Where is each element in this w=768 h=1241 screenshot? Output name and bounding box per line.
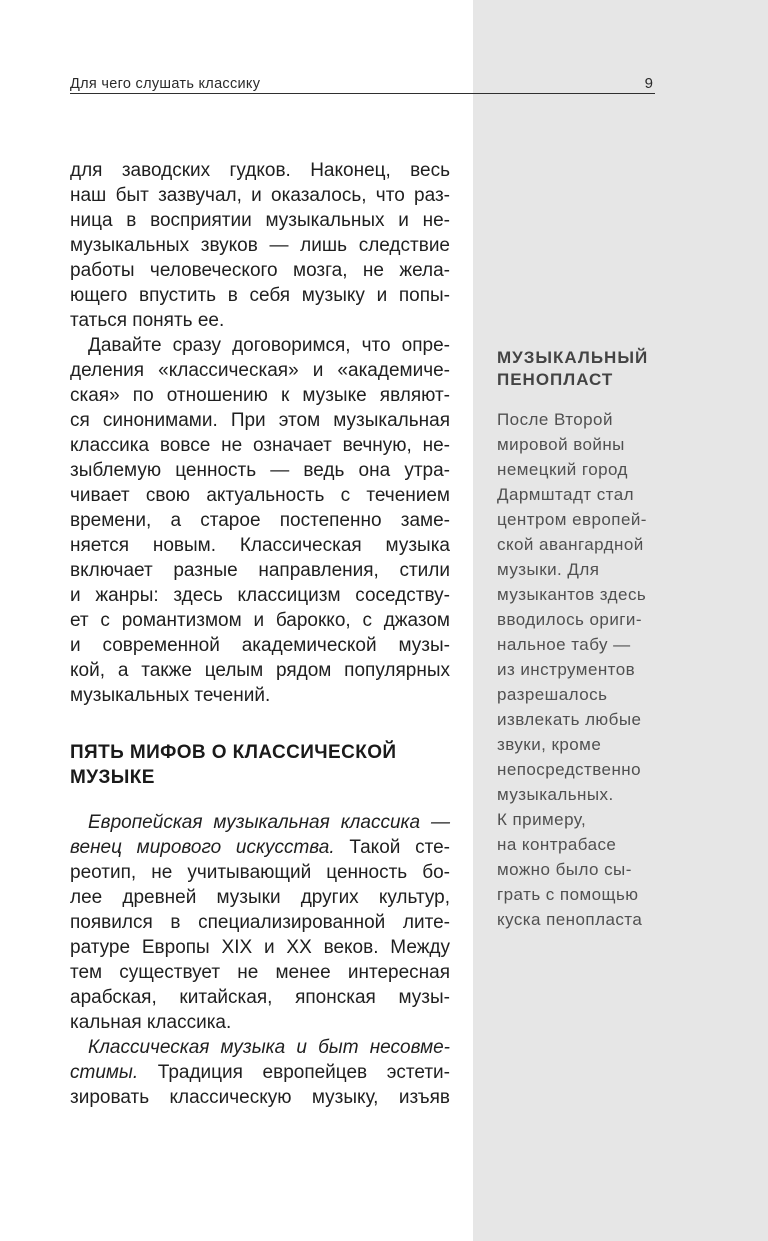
body-line: наш быт зазвучал, и оказалось, что раз- <box>70 185 450 206</box>
sidebar-line: куска пенопласта <box>497 910 643 929</box>
sidebar-line: центром европей- <box>497 510 647 529</box>
body-line: зировать классическую музыку, изъяв <box>70 1087 450 1108</box>
running-title: Для чего слушать классику <box>70 76 261 92</box>
body-line <box>70 1060 450 1085</box>
body-line: для заводских гудков. Наконец, весь <box>70 160 450 181</box>
body-line: включает разные направления, стили <box>70 560 450 581</box>
sidebar-line: Дармштадт стал <box>497 485 634 504</box>
sidebar-line: музыкантов здесь <box>497 585 647 604</box>
body-line: ская» по отношению к музыке являют- <box>70 385 450 406</box>
body-line: и жанры: здесь классицизм соседству- <box>70 585 450 606</box>
section-heading-line: ПЯТЬ МИФОВ О КЛАССИЧЕСКОЙ <box>70 742 397 763</box>
body-line: классика вовсе не означает вечную, не- <box>70 435 450 456</box>
sidebar-line: непосредственно <box>497 760 642 779</box>
body-line <box>70 810 450 835</box>
running-head <box>70 73 655 94</box>
body-line: работы человеческого мозга, не жела- <box>70 260 450 281</box>
section-heading-line: МУЗЫКЕ <box>70 767 155 788</box>
sidebar-line: немецкий город <box>497 460 628 479</box>
sidebar-line: К примеру, <box>497 810 587 829</box>
body-line: ся синонимами. При этом музыкальная <box>70 410 450 431</box>
sidebar-line: извлекать любые <box>497 710 642 729</box>
sidebar-panel <box>497 347 747 932</box>
sidebar-line: нальное табу — <box>497 635 631 654</box>
body-line: няется новым. Классическая музыка <box>70 535 450 556</box>
body-line: появился в специализированной лите- <box>70 912 450 933</box>
body-line: чивает свою актуальность с течением <box>70 485 450 506</box>
body-line: ет с романтизмом и барокко, с джазом <box>70 610 450 631</box>
main-column <box>70 158 450 1110</box>
body-line: таться понять ее. <box>70 310 225 331</box>
paragraph <box>70 1035 450 1110</box>
italic-phrase: Классическая музыка и быт несовме- <box>88 1037 450 1058</box>
sidebar-heading <box>497 347 747 391</box>
sidebar-line: на контрабасе <box>497 835 617 854</box>
body-line: ратуре Европы XIX и XX веков. Между <box>70 937 450 958</box>
body-text: Такой сте- <box>334 837 450 858</box>
sidebar-line: вводилось ориги- <box>497 610 642 629</box>
body-line: кой, а также целым рядом популярных <box>70 660 450 681</box>
italic-phrase: венец мирового искусства. <box>70 837 335 858</box>
italic-phrase: стимы. <box>70 1062 139 1083</box>
paragraph <box>70 810 450 1035</box>
sidebar-line: звуки, кроме <box>497 735 602 754</box>
italic-phrase: Европейская музыкальная классика — <box>88 812 450 833</box>
paragraph <box>70 333 450 708</box>
body-line <box>70 1035 450 1060</box>
sidebar-line: из инструментов <box>497 660 636 679</box>
body-line: времени, а старое постепенно заме- <box>70 510 450 531</box>
sidebar-line: можно было сы- <box>497 860 632 879</box>
sidebar-line: После Второй <box>497 410 613 429</box>
body-line: ющего впустить в себя музыку и попы- <box>70 285 450 306</box>
sidebar-line: ской авангардной <box>497 535 644 554</box>
sidebar-line: разрешалось <box>497 685 608 704</box>
sidebar-line: музыки. Для <box>497 560 600 579</box>
body-line: арабская, китайская, японская музы- <box>70 987 450 1008</box>
section-heading <box>70 740 450 790</box>
body-line: и современной академической музы- <box>70 635 450 656</box>
body-line: тем существует не менее интересная <box>70 962 450 983</box>
sidebar-heading-line: МУЗЫКАЛЬНЫЙ <box>497 348 649 367</box>
body-line <box>70 835 450 860</box>
body-line: музыкальных течений. <box>70 685 271 706</box>
paragraph <box>70 158 450 333</box>
body-line: зыблемую ценность — ведь она утра- <box>70 460 450 481</box>
page-number: 9 <box>644 75 653 92</box>
body-text: Традиция европейцев эстети- <box>138 1062 450 1083</box>
sidebar-line: грать с помощью <box>497 885 639 904</box>
body-line: лее древней музыки других культур, <box>70 887 450 908</box>
body-line: деления «классическая» и «академиче- <box>70 360 450 381</box>
sidebar-heading-line: ПЕНОПЛАСТ <box>497 370 614 389</box>
body-line: реотип, не учитывающий ценность бо- <box>70 862 450 883</box>
body-line: ница в восприятии музыкальных и не- <box>70 210 450 231</box>
sidebar-line: мировой войны <box>497 435 625 454</box>
sidebar-line: музыкальных. <box>497 785 614 804</box>
body-line: Давайте сразу договоримся, что опре- <box>88 335 450 356</box>
body-line: музыкальных звуков — лишь следствие <box>70 235 450 256</box>
body-line: кальная классика. <box>70 1012 232 1033</box>
sidebar-body <box>497 407 747 932</box>
